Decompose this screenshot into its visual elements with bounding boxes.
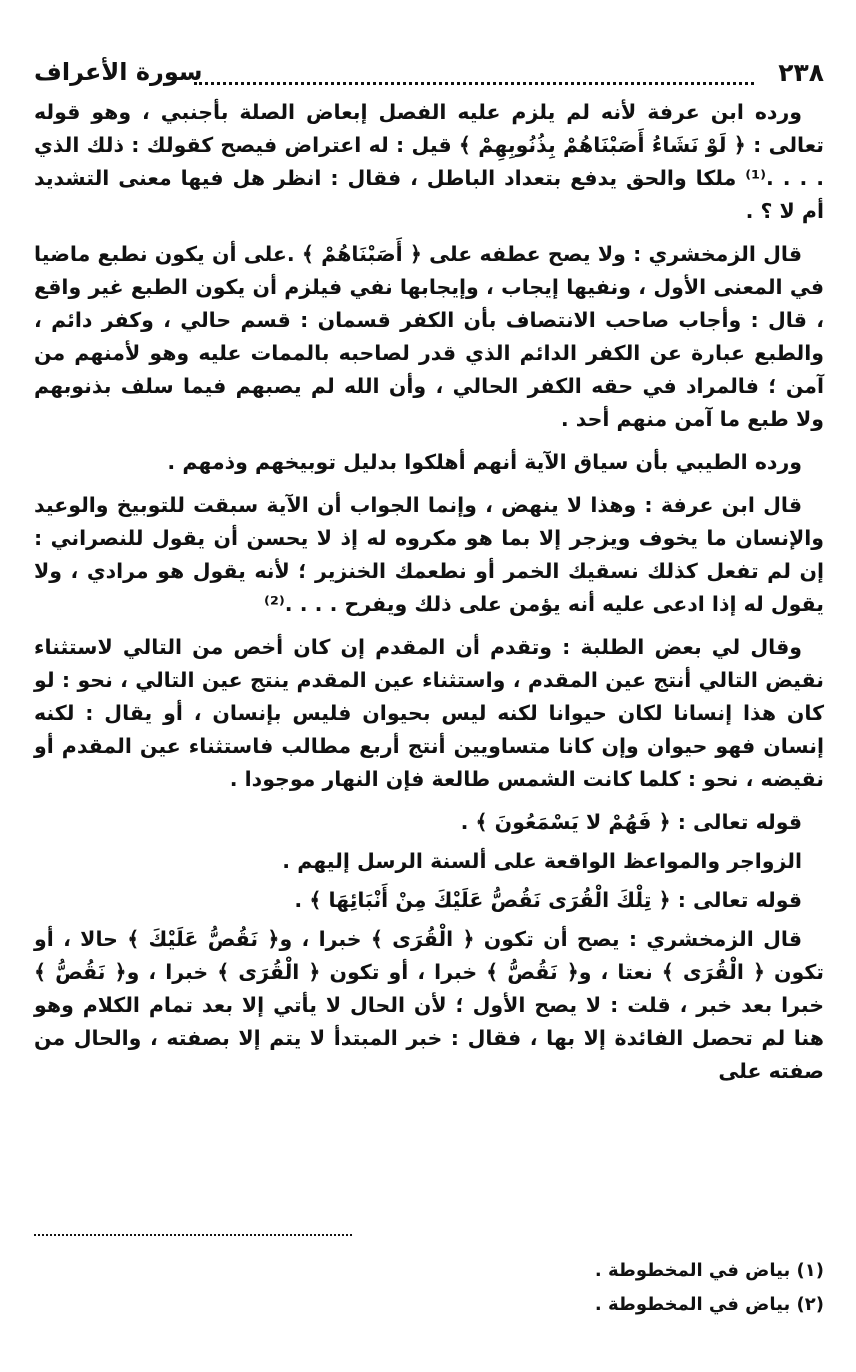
footnote-1: (١) بياض في المخطوطة . <box>594 1260 824 1281</box>
paragraph-8: قوله تعالى : ﴿ تِلْكَ الْقُرَى نَقُصُّ عَلَيْكَ مِنْ أَنْبَائِهَا ﴾ . <box>294 888 802 912</box>
paragraph-5: وقال لي بعض الطلبة : وتقدم أن المقدم إن كان أخص من التالي لاستثناء نقيض التالي أنتج عين المقدم ، واستثناء عين المقدم ينتج عين التالي ، نحو : لو كان هذا إنسانا لكان حيوانا لكنه ليس بحيوان فليس بإنسان ، أو يقال : لكنه إنسان فهو حيوان وإن كانا متساويين أنتج أربع مطالب فاستثناء عين المقدم أو نقيضه ، نحو : كلما كانت الشمس طالعة فإن النهار موجودا . <box>34 635 824 791</box>
paragraph-9: قال الزمخشري : يصح أن تكون ﴿ الْقُرَى ﴾ خبرا ، و﴿ نَقُصُّ عَلَيْكَ ﴾ حالا ، أو تكون ﴿ الْقُرَى ﴾ نعتا ، و﴿ نَقُصُّ ﴾ خبرا ، أو تكون ﴿ الْقُرَى ﴾ خبرا ، و﴿ نَقُصُّ ﴾ خبرا بعد خبر ، قلت : لا يصح الأول ؛ لأن الحال لا يأتي إلا بعد تمام الكلام وهو هنا لم تحصل الفائدة إلا بها ، فقال : خبر المبتدأ لا يتم إلا بصفته ، والحال من صفته على <box>34 927 824 1083</box>
book-page <box>34 56 824 1356</box>
paragraph-1: ورده ابن عرفة لأنه لم يلزم عليه الفصل إبعاض الصلة بأجنبي ، وهو قوله تعالى : ﴿ لَوْ نَشَاءُ أَصَبْنَاهُمْ بِذُنُوبِهِمْ ﴾ قيل : له اعتراض فيصح كقولك : ذلك الذي . . . .⁽¹⁾ ملكا والحق يدفع بتعداد الباطل ، فقال : انظر هل فيها معنى التشديد أم لا ؟ . <box>34 100 824 223</box>
footnote-2: (٢) بياض في المخطوطة . <box>594 1294 824 1315</box>
header-dotted-leader <box>194 82 754 85</box>
surah-title: سورة الأعراف <box>34 58 203 86</box>
paragraph-4: قال ابن عرفة : وهذا لا ينهض ، وإنما الجواب أن الآية سبقت للتوبيخ والوعيد والإنسان ما يخوف ويزجر إلا بما هو مكروه له إذ لا يحسن أن يقول للنصراني : إن لم تفعل كذلك نسقيك الخمر أو نطعمك الخنزير ؛ لأنه يقول هو مرادي ، ولا يقول له إذا ادعى عليه أنه يؤمن على ذلك ويفرح . . . .⁽²⁾ <box>34 493 824 616</box>
paragraph-7: الزواجر والمواعظ الواقعة على ألسنة الرسل إليهم . <box>282 849 802 873</box>
page-number: ٢٣٨ <box>778 58 824 87</box>
paragraph-3: ورده الطيبي بأن سياق الآية أنهم أهلكوا بدليل توبيخهم وذمهم . <box>167 450 802 474</box>
footnote-separator <box>34 1234 352 1236</box>
page-header <box>34 56 824 96</box>
footnotes <box>34 1254 824 1322</box>
main-text <box>34 96 824 1088</box>
paragraph-6: قوله تعالى : ﴿ فَهُمْ لا يَسْمَعُونَ ﴾ . <box>460 810 802 834</box>
paragraph-2: قال الزمخشري : ولا يصح عطفه على ﴿ أَصَبْنَاهُمْ ﴾ .على أن يكون نطبع ماضيا في المعنى الأول ، ونفيها إيجاب ، وإيجابها نفي فيلزم أن يكون الطبع غير واقع ، قال : وأجاب صاحب الانتصاف بأن الكفر قسمان : قسم حالي ، وكفر دائم ، والطبع عبارة عن الكفر الدائم الذي قدر لصاحبه بالممات عليه وهو لأمنهم من آمن ؛ فالمراد في حقه الكفر الحالي ، وأن الله لم يصبهم فيما سلف بذنوبهم ولا طبع ما آمن منهم أحد . <box>34 242 824 431</box>
